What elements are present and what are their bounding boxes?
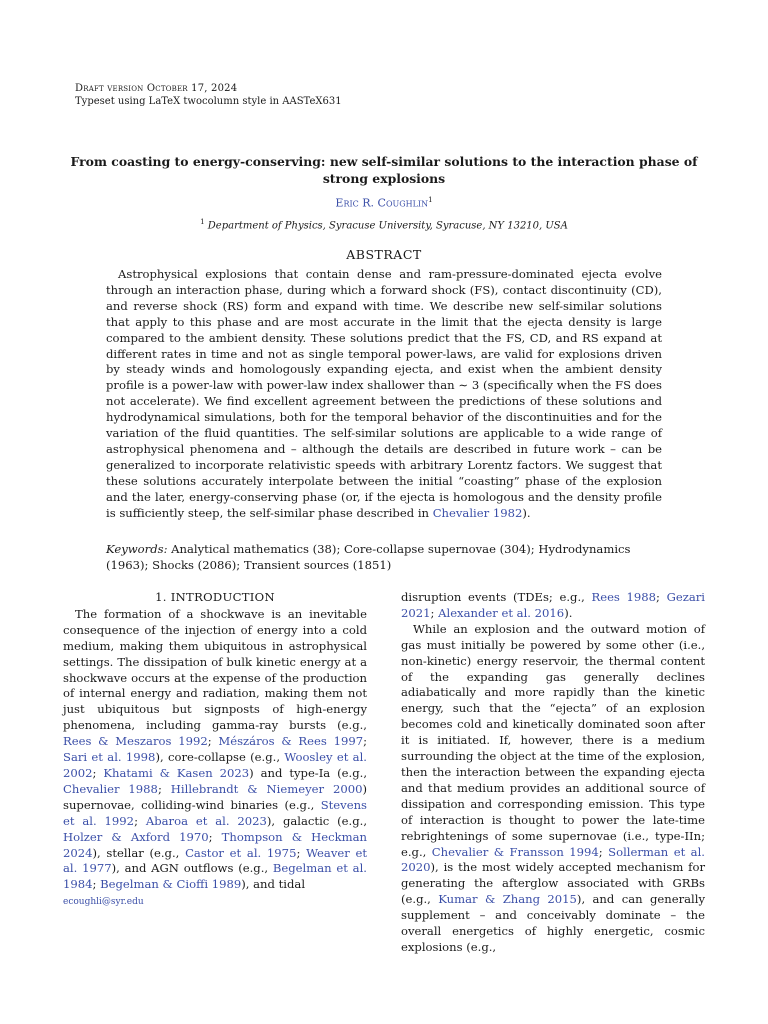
left-column bbox=[63, 590, 367, 893]
keywords-label: Keywords: bbox=[106, 542, 168, 556]
abstract-body bbox=[106, 267, 662, 522]
citation-link[interactable]: Stevens et al. 1992 bbox=[63, 797, 367, 828]
citation-link[interactable]: Chevalier 1988 bbox=[63, 781, 158, 796]
citation-link[interactable]: Sollerman et al. 2020 bbox=[401, 844, 705, 875]
sep: ; bbox=[157, 781, 171, 796]
affiliation-text: Department of Physics, Syracuse University, Syracuse, NY 13210, USA bbox=[207, 220, 568, 232]
section-heading: 1. INTRODUCTION bbox=[155, 590, 275, 604]
citation-link[interactable]: Sari et al. 1998 bbox=[63, 750, 156, 765]
body-text: disruption events (TDEs; e.g., bbox=[401, 590, 592, 604]
intro-text: ), core-collapse (e.g., bbox=[155, 750, 285, 765]
citation-link[interactable]: Gezari 2021 bbox=[401, 590, 706, 620]
citation-link[interactable]: Woosley et al. 2002 bbox=[63, 750, 367, 780]
continued-paragraph bbox=[401, 590, 705, 622]
abstract-text: Astrophysical explosions that contain dense and ram-pressure-dominated ejecta evolve through an interaction phase, during which a forward shock (FS), contact discontinuity (CD), and reverse shock (RS) form and expand with time. We describe new self-similar solutions that apply to this phase and are most accurate in the limit that the ejecta density is large compared to the ambient density. These solutions predict that the FS, CD, and RS expand at different rates in time and not as single temporal power-laws, are valid for explosions driven by steady winds and homologously expanding ejecta, and exist when the ambient density profile is a power-law with power-law index shallower than ∼ 3 (specifically when the FS does not accelerate). We find excellent agreement between the predictions of these solutions and hydrodynamical simulations, both for the temporal behavior of the discontinuities and for the variation of the fluid quantities. The self-similar solutions are applicable to a wide range of astrophysical phenomena and – although the details are described in future work – can be generalized to incorporate relativistic speeds with arbitrary Lorentz factors. We suggest that these solutions accurately interpolate between the initial “coasting” phase of the explosion and the later, energy-conserving phase (or, if the ejecta is homologous and the density profile is sufficiently steep, the self-similar phase described in bbox=[106, 267, 662, 520]
citation-link[interactable]: Begelman & Cioffi 1989 bbox=[100, 877, 242, 892]
citation-link[interactable]: Holzer & Axford 1970 bbox=[63, 829, 209, 844]
abstract-heading: ABSTRACT bbox=[346, 247, 422, 262]
intro-text: ), and tidal bbox=[241, 877, 306, 892]
citation-link[interactable]: Khatami & Kasen 2023 bbox=[103, 765, 250, 780]
body-paragraph bbox=[401, 622, 705, 956]
sep: ; bbox=[363, 734, 367, 749]
intro-text: ), galactic (e.g., bbox=[266, 813, 368, 828]
sep: ; bbox=[296, 845, 307, 860]
body-text: ), and can generally supplement – and conceivably dominate – the overall energetics of highly energetic, cosmic explosions (e.g., bbox=[401, 892, 706, 954]
sep: ; bbox=[430, 605, 439, 620]
intro-text: The formation of a shockwave is an inevitable consequence of the injection of energy into a cold medium, making them ubiquitous in astrophysical settings. The dissipation of bulk kinetic energy at a shockwave occurs at the expense of the production of internal energy and radiation, making them not just ubiquitous but signposts of high-energy phenomena, including gamma-ray bursts (e.g., bbox=[63, 606, 367, 733]
sep: ; bbox=[134, 813, 146, 828]
draft-text: Draft version October 17, 2024 bbox=[75, 83, 238, 94]
email-footnote[interactable]: ecoughli@syr.edu bbox=[63, 897, 144, 907]
author-affil-mark: 1 bbox=[428, 196, 433, 204]
intro-text: ) and type-Ia (e.g., bbox=[249, 765, 368, 780]
intro-text: ) supernovae, colliding-wind binaries (e.g., bbox=[63, 781, 368, 812]
sep: ; bbox=[92, 765, 104, 780]
sep: ; bbox=[656, 590, 667, 604]
keywords-text: Analytical mathematics (38); Core-collapse supernovae (304); Hydrodynamics (1963); Shocks (2086); Transient sources (1851) bbox=[106, 542, 631, 572]
citation-link[interactable]: Kumar & Zhang 2015 bbox=[438, 892, 577, 907]
sep: ; bbox=[92, 877, 101, 892]
citation-link[interactable]: Mészáros & Rees 1997 bbox=[218, 734, 364, 749]
intro-text: ), stellar (e.g., bbox=[92, 845, 186, 860]
citation-link[interactable]: Rees 1988 bbox=[591, 590, 657, 604]
body-text: ). bbox=[564, 605, 573, 620]
paper-title: From coasting to energy-conserving: new self-similar solutions to the interaction phase of strong explosions bbox=[70, 154, 698, 186]
citation-link[interactable]: Chevalier & Fransson 1994 bbox=[431, 844, 599, 859]
right-column bbox=[401, 590, 705, 956]
citation-link[interactable]: Thompson & Heckman 2024 bbox=[63, 829, 368, 860]
affiliation bbox=[0, 218, 768, 231]
author-line bbox=[0, 196, 768, 210]
body-text: ), is the most widely accepted mechanism for generating the afterglow associated with GRBs (e.g., bbox=[401, 860, 705, 907]
citation-link[interactable]: Castor et al. 1975 bbox=[185, 845, 297, 860]
draft-line bbox=[75, 82, 237, 95]
intro-paragraph bbox=[63, 607, 367, 893]
author-name[interactable]: Eric R. Coughlin bbox=[335, 196, 429, 210]
affiliation-mark: 1 bbox=[200, 218, 205, 226]
abstract-end: ). bbox=[522, 505, 531, 520]
sep: ; bbox=[208, 829, 222, 844]
citation-link[interactable]: Weaver et al. 1977 bbox=[63, 845, 368, 876]
typeset-line: Typeset using LaTeX twocolumn style in AASTeX631 bbox=[75, 96, 342, 107]
citation-link[interactable]: Alexander et al. 2016 bbox=[438, 605, 565, 620]
sep: ; bbox=[207, 734, 219, 749]
citation-link[interactable]: Hillebrandt & Niemeyer 2000 bbox=[170, 781, 363, 796]
keywords bbox=[106, 542, 662, 574]
intro-text: ), and AGN outflows (e.g., bbox=[111, 861, 273, 876]
citation-link[interactable]: Begelman et al. 1984 bbox=[63, 861, 367, 892]
sep: ; bbox=[598, 844, 609, 859]
citation-link[interactable]: Abaroa et al. 2023 bbox=[145, 813, 267, 828]
citation-link[interactable]: Rees & Meszaros 1992 bbox=[63, 734, 208, 749]
body-text: While an explosion and the outward motion of gas must initially be powered by some other (i.e., non-kinetic) energy reservoir, the thermal content of the expanding gas generally declines adiabatically and more rapidly than the kinetic energy, such that the “ejecta” of an explosion becomes cold and kinetically dominated soon after it is initiated. If, however, there is a medium surrounding the object at the time of the explosion, then the interaction between the expanding ejecta and that medium provides an additional source of dissipation and corresponding emission. This type of interaction is thought to power the late-time rebrightenings of some supernovae (i.e., type-IIn; e.g., bbox=[401, 621, 705, 859]
citation-link[interactable]: Chevalier 1982 bbox=[432, 505, 523, 520]
